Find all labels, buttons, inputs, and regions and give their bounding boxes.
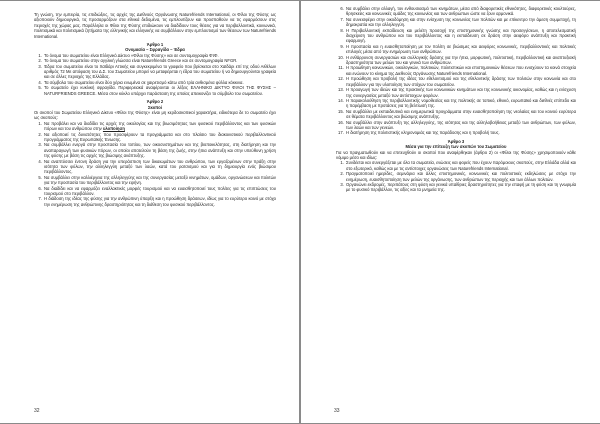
list-item: 13. Η προαγωγή των ιδεών και της πρακτικής των κοινωνικών κινημάτων και της κοινωνικής οικονομίας, καθώς και η ενίσχυση της συνεργασίας μεταξύ των αντίστοιχων φορέων. (345, 87, 576, 98)
list-item: 9. Η προστασία και η ευαισθητοποίηση με τον πολίτη σε βιώσιμες και αειφόρες κοινωνικές, περιβαλλοντικές και πολιτικές επιλογές μέσα από την ενημέρωση των ανθρώπων. (345, 44, 576, 55)
list-item: 4. Τα σύμβολα του σωματείου είναι δύο χέρια ενωμένα σε χαιρετισμό κάτω από τρία ανθισμένα φύλλα κόκκινα. (43, 80, 276, 85)
article1-subtitle: Ονομασία – Σφραγίδα – Έδρα (125, 47, 185, 53)
right-page (301, 1, 600, 423)
list-item: 2. Πραγματοποιεί ημερίδες, σεμινάρια και άλλες επιστημονικές, κοινωνικές και πολιτιστικές εκδηλώσεις με στόχο την ενημέρωση, ευαισθητοποίηση των μελών της οργάνωσης, των ανθρώπων της περιοχής και των άλλων πολιτών. (345, 171, 576, 182)
article2-subtitle: Σκοποί (148, 104, 162, 110)
list-item: 3. Να συμβάλλει ενεργά στην προστασία του τοπίου, των οικοσυστημάτων και της βιοποικιλότητας, στη διατήρηση και την αναπαραγωγή των φυσικών πόρων, οι οποίοι αποτελούν τη βάση της ζωής, στην ήπια ανάπτυξη και στην υπεύθυνη χρήση της φύσης με βάση τις αρχές της βιώσιμης ανάπτυξης. (43, 142, 276, 158)
list-item: 17. Η διατήρηση της πολιτιστικής κληρονομιάς και της παράδοσης και η προβολή τους. (345, 130, 576, 135)
page-number: 33 (334, 408, 340, 414)
list-item: 14. Η παρακολούθηση της περιβαλλοντικής νομοθεσίας και της πολιτικής σε τοπικό, εθνικό, ευρωπαϊκό και διεθνές επίπεδο και η παρέμβαση με προτάσεις για τη βελτίωσή της. (345, 98, 576, 109)
article2-list-continued (336, 6, 576, 136)
list-item: 16. Να συμβάλλει στην ανάπτυξη της αλληλεγγύης, της ισότητας και της αλληλοβοήθειας μεταξύ των ανθρώπων, των φύλων, των λαών και των γενεών. (345, 120, 576, 131)
list-item: 7. Να συνεισφέρει στην οικοδόμηση και στην ενίσχυση της κοινωνίας των πολιτών και με επίκεντρο την άμεση συμμετοχή, τη δημοκρατία και την αλληλεγγύη. (345, 17, 576, 28)
list-item: 5. Το σωματείο έχει κυκλική σφραγίδα. Περιφερειακά αναφέρονται οι λέξεις ΕΛΛΗΝΙΚΟ ΔΙΚΤΥΟ ΦΙΛΟΙ ΤΗΣ ΦΥΣΗΣ – NATURFRIENDS GREECE. Μέσα στον κύκλο υπάρχει παράσταση της οποίας απεικονίζει το σύμβολο του σωματείου. (43, 85, 276, 96)
article1-title: Άρθρο 1 (146, 42, 164, 48)
article3-title: Άρθρο 3 (447, 138, 465, 144)
list-item: 1. Το όνομα του σωματείου είναι Ελληνικό Δίκτυο «Φίλοι της Φύσης» και σε συντομογραφία ΦτΦ. (43, 53, 276, 58)
list-item: 1. Συνδέεται και συνεργάζεται με όλα τα σωματεία, ενώσεις και φορείς που έχουν παρόμοιους σκοπούς, στην Ελλάδα αλλά και στο εξωτερικό, καθώς και με τις αντίστοιχες οργανώσεις των Naturefriends International. (345, 160, 576, 171)
list-item: 12. Η προώθηση και προβολή της ιδέας του εθελοντισμού και της εθελοντικής δράσης των πολιτών στην κοινωνία και στο περιβάλλον για την υλοποίηση των στόχων του σωματείου. (345, 76, 576, 87)
article2-title: Άρθρο 2 (146, 99, 164, 105)
right-text-column (336, 6, 576, 193)
list-item: 2. Να αξιοποιεί τις δυνατότητες που προσφέρουν τα προγράμματα και στο πλαίσιο του διακοινοτικού περιβαλλοντικού προγράμματος της Ευρωπαϊκής Ένωσης. (43, 132, 276, 143)
intro-paragraph: Τη γνώση, την εμπειρία, τις επιδιώξεις, τις αρχές της Διεθνούς Οργάνωσης Naturefriends International, οι Φίλοι της Φύσης ως αξιοποιούν δημιουργικά, τις προσαρμόζουν στα εθνικά δεδομένα, τις εμπλουτίζουν και προσπαθούν να τις εφαρμόσουν στις περιοχές της χώρας μας. Παράλληλα οι Φίλοι της Φύσης επιδιώκουν να διαδίδουν τους θέσεις για να περιβαλλοντικά, κοινωνικά, πολιτισμικά και πολιτισμικά ζητήματα της ελληνικής και ελληνικής να συμβάλλουν στην εμπλουτισμό των θέσεων των Naturefriends International. (34, 12, 276, 39)
page-number: 32 (34, 408, 40, 414)
list-item: 6. Να συμβάλει στην αλλαγή, τον ενθουσιασμό των κινημάτων, μέσα από διαφορετικές εθνικότητες, διαφορετικές κουλτούρες, θρησκείες και κοινωνικές ομάδες της κοινωνίας και των ανθρώπων ώστε να ζουν αρμονικά. (345, 6, 576, 17)
left-text-column (34, 12, 276, 207)
list-item: 8. Η Περιβαλλοντική εκπαίδευση και μελέτη προσοχή της επιστημονικής γνώσης και προσεγγίσεων, η αποτελεσματική διαχείριση του ανθρώπου και του περιβάλλοντος και η εκπαίδευση σε δράση στην αειφόρο ανάπτυξη και πρακτική εφαρμογή. (345, 28, 576, 44)
list-item: 2. Το όνομα του σωματείου στην αγγλική γλώσσα είναι Naturefriends Greece και σε συντομογραφία NFGR. (43, 58, 276, 63)
article2-intro: Οι σκοποί του Σωματείου Ελληνικό Δίκτυο «Φίλοι της Φύσης» είναι μη κερδοσκοπικοί χαρακτήρα, ειδικότερα δε το σωματείο έχει ως σκοπούς: (34, 109, 276, 121)
article2-list (34, 121, 276, 208)
list-item: 3. Έδρα του σωματείου είναι το Χαϊδάρι Αττικής και συγκεκριμένα το γραφείο που βρίσκεται στο Χαϊδάρι επί της οδού Αιθέλων αριθμός 72 Με απόφαση του Δ.Σ. του Σωματείου μπορεί να μεταφέρεται η έδρα του σωματείου ή να δημιουργούνται γραφεία και σε άλλες περιοχές της Ελλάδας. (43, 64, 276, 80)
list-item: 11. Η προώθηση κοινωνικών, οικολογικών, πολιτικών, πολιτιστικών και επιστημονικών θέσεων που ενισχύουν τα κοινά στοιχεία και ενώνουν το κίνημα της Διεθνούς Οργάνωσης Naturefriends International. (345, 65, 576, 76)
list-item: 6. Να διαδίδει και να εφαρμόζει εναλλακτικές μορφές τουρισμού και να ευαισθητοποιεί τους πολίτες για τις επιπτώσεις του τουρισμού στο περιβάλλον. (43, 186, 276, 197)
article1-list (34, 53, 276, 96)
list-item: 4. Να αναπτύσσει έντονη δράση για την υπεράσπιση των δικαιωμάτων του ανθρώπου, των εργαζομένων στην πράξη στην ισότητα των φύλων, την αλληλεγγύη μεταξύ των λαών, κατά του ρατσισμού και για τη δημιουργία ενός βιώσιμου περιβάλλοντος. (43, 159, 276, 175)
list-item: 15. Να συμβάλλει με εκπαιδευτικά και ενημερωτικά προγράμματα στην ευαισθητοποίηση της νεολαίας και του κοινού ευρύτερα σε θέματα περιβάλλοντος και βιώσιμης ανάπτυξης. (345, 109, 576, 120)
list-item (43, 121, 276, 132)
list-item: 5. Να συμβάλλει στην καλλιέργεια της αλληλεγγύης και της συνεργασίας μεταξύ κινημάτων, ομάδων, οργανώσεων και πολιτών για την προστασία του περιβάλλοντος και την ειρήνη. (43, 175, 276, 186)
list-item: 3. Οργανώνει εκδρομές, περιπάτους στη φύση και γενικά υπαίθριες δραστηριότητες για την επαφή με τη φύση και τη γνωριμία με το φυσικό περιβάλλον, τις αξίες και τα μνημεία της. (345, 182, 576, 193)
list-item: 7. Η διάδοση της ιδέας της φύσης για την ανθρώπινη ύπαρξη και η προώθηση δράσεων, ιδίως για το ευρύτερο κοινό με στόχο την ενημέρωση της ανθρώπινης δραστηριότητας και τη διάθεση του φυσικού περιβάλλοντος. (43, 196, 276, 207)
article3-intro: Για να πραγματωθούν και να επιτευχθούν οι σκοποί που αναφέρθηκαν (άρθρο 2) οι «Φίλοι της Φύσης» χρησιμοποιούν κάθε νόμιμο μέσο και ιδίως: (336, 149, 576, 160)
list-item-text: Να προβάλει και να διαδίδει τις αρχές της οικολογίας και της βιωσιμότητας των φυσικού περιβάλλοντος και των φυσικών πόρων και του ανθρώπου στην (44, 120, 276, 132)
article3-list (336, 160, 576, 192)
list-item: 10. Η ενθάρρυνση συνεργασιών και συλλογικής δράσης για την ήπια, μορφωτική, πολιτιστική, περιβαλλοντική και αναπτυξιακή δραστηριότητα των μελών του και γενικά των ανθρώπων. (345, 55, 576, 66)
underlined-word: υλοποίηση (102, 126, 125, 132)
left-page (0, 1, 299, 423)
article3-subtitle: Μέσα για την επίτευξη των σκοπών του Σωματείου (405, 144, 507, 150)
